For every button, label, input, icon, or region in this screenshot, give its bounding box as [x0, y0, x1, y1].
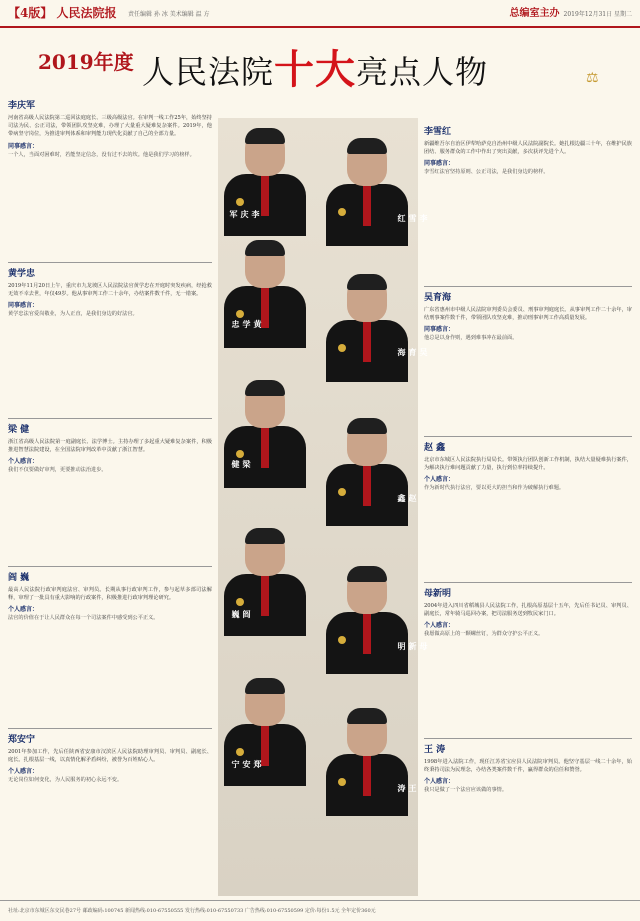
divider — [424, 436, 632, 437]
title-part-c: 亮点人物 — [356, 53, 489, 91]
person-intro: 河南省高级人民法院第二巡回法庭庭长、三级高级法官。在审判一线工作25年，始终坚持司法为民、公正司法，带领团队攻坚克难，办理了大量重大疑难复杂案件。2019年，他带病坚守岗位，为推进审判体系和审判能力现代化贡献了自己的全部力量。 — [8, 115, 212, 138]
person-name: 郑安宁 — [8, 735, 36, 745]
photo-label: 赵鑫 — [397, 494, 417, 502]
person-thought: 李雪红法官坚持原则、公正司法，是我们身边的榜样。 — [424, 169, 549, 176]
thought-label: 个人感言： — [8, 606, 39, 614]
person-name: 母新明 — [424, 589, 452, 599]
divider — [8, 566, 212, 567]
person-name: 黄学忠 — [8, 269, 36, 279]
title-part-a: 人民法院 — [142, 53, 275, 91]
page-header — [0, 0, 640, 28]
person-intro: 浙江省高级人民法院第一庭副庭长、法学博士。主持办理了多起重大疑难复杂案件，积极推进智慧法院建设，在全国法院审判改革中贡献了浙江智慧。 — [8, 439, 212, 454]
photo-label: 李雪红 — [397, 214, 428, 222]
person-intro: 广东省惠州市中级人民法院审判委员会委员、刑事审判庭庭长。从事审判工作二十余年，审结刑事案件数千件，带领团队攻坚克难，推动刑事审判工作高质量发展。 — [424, 307, 632, 322]
banner — [0, 28, 640, 96]
article-li-qingjun — [8, 100, 212, 159]
thought-label: 同事感言： — [424, 160, 455, 168]
person-intro: 2004年进入四川省稻城县人民法院工作，扎根高原基层十五年，先后任书记员、审判员、副庭长，常年骑马巡回办案，把司法服务送到牧民家门口。 — [424, 603, 632, 618]
divider — [424, 286, 632, 287]
person-thought: 法官的价值在于让人民群众在每一个司法案件中感受到公平正义。 — [8, 615, 159, 622]
article-liang-jian — [8, 424, 212, 475]
photo-label: 母新明 — [397, 642, 428, 650]
masthead: 人民法院报 — [56, 6, 117, 20]
photo-collage — [218, 118, 428, 896]
title-part-b: 十大 — [274, 46, 357, 93]
photo-label: 王涛 — [397, 784, 417, 792]
divider — [424, 738, 632, 739]
person-intro: 2001年参加工作，先后任陕西省安康市汉滨区人民法院助理审判员、审判员、副庭长、庭长。扎根基层一线，以真情化解矛盾纠纷，被誉为百姓贴心人。 — [8, 749, 212, 764]
editor-credits: 责任编辑 孙 冰 美术编辑 温 方 — [128, 11, 210, 18]
page-number: 【4版】 — [8, 6, 53, 20]
person-name: 赵 鑫 — [424, 443, 446, 453]
person-thought: 一个人，当面对困难时，若能坚定信念，没有过不去的坎。他是我们学习的榜样。 — [8, 151, 195, 158]
person-intro: 2019年11月20日上午，重庆市九龙坡区人民法院法官黄学忠在开庭时突发疾病，经抢救无效不幸去世，年仅49岁。他从事审判工作二十余年，办结案件数千件，无一错案。 — [8, 283, 212, 298]
person-intro: 最高人民法院行政审判庭法官、审判员。长期从事行政审判工作，参与起草多部司法解释，审理了一批具有重大影响的行政案件，积极推进行政审判理论研究。 — [8, 587, 212, 602]
article-zhao-xin — [424, 442, 632, 493]
article-yan-wei — [8, 572, 212, 623]
person-intro: 1998年进入法院工作，现任江苏省宝应县人民法院审判员。他坚守基层一线二十余年，始终秉持司法为民理念，办结各类案件数千件，赢得群众的信任和赞誉。 — [424, 759, 632, 774]
person-thought: 作为新时代执行法官，要以更大的担当和作为破解执行难题。 — [424, 485, 565, 492]
person-name: 梁 健 — [8, 425, 30, 435]
banner-title — [142, 38, 488, 95]
person-name: 吴育海 — [424, 293, 452, 303]
section-info — [510, 4, 632, 19]
page-footer: 社址:北京市东城区东交民巷27号 邮政编码:100745 新闻热线:010-67550555 发行热线:010-67550733 广告热线:010-67550599 定价:每份1.5元 全年定价360元 — [0, 900, 640, 921]
person-intro: 新疆维吾尔自治区伊犁哈萨克自治州中级人民法院副院长。她扎根边疆三十年，在维护民族团结、服务群众的工作中作出了突出贡献，多次获评先进个人。 — [424, 141, 632, 156]
divider — [8, 262, 212, 263]
thought-label: 个人感言： — [424, 778, 455, 786]
divider — [424, 582, 632, 583]
person-name: 李庆军 — [8, 101, 36, 111]
person-thought: 他总是以身作则，遇到难事冲在最前面。 — [424, 335, 518, 342]
thought-label: 个人感言： — [8, 768, 39, 776]
person-name: 李雪红 — [424, 127, 452, 137]
thought-label: 个人感言： — [8, 458, 39, 466]
article-wu-yuhai — [424, 292, 632, 343]
person-thought: 无论岗位如何变化，为人民服务的初心永远不变。 — [8, 777, 123, 784]
gavel-icon: ⚖ — [586, 70, 599, 86]
photo-label: 黄学忠 — [231, 320, 262, 328]
article-zheng-anning — [8, 734, 212, 785]
thought-label: 同事感言： — [424, 326, 455, 334]
banner-year: 2019年度 — [38, 50, 134, 74]
article-li-xuehong — [424, 126, 632, 177]
page-tag — [8, 4, 117, 21]
article-huang-xuezhong — [8, 268, 212, 319]
person-thought: 我只是做了一个法官应该做的事情。 — [424, 787, 508, 794]
person-name: 王 涛 — [424, 745, 446, 755]
person-name: 阎 巍 — [8, 573, 30, 583]
person-thought: 我们不仅要做好审判，更要推动法治进步。 — [8, 467, 107, 474]
thought-label: 个人感言： — [424, 476, 455, 484]
article-mu-xinming — [424, 588, 632, 639]
photo-label: 吴育海 — [397, 348, 428, 356]
divider — [8, 728, 212, 729]
photo-label: 梁健 — [231, 460, 251, 468]
thought-label: 同事感言： — [8, 142, 39, 150]
divider — [8, 418, 212, 419]
photo-label: 李庆军 — [229, 210, 260, 218]
section-label: 总编室主办 — [509, 8, 560, 19]
thought-label: 同事感言： — [8, 302, 39, 310]
photo-label: 郑安宁 — [231, 760, 262, 768]
person-intro: 北京市东城区人民法院执行局局长。带领执行团队创新工作机制，执结大量疑难执行案件，为解决执行难问题贡献了力量，执行到位率持续提升。 — [424, 457, 632, 472]
article-wang-tao — [424, 744, 632, 795]
photo-label: 阎巍 — [231, 610, 251, 618]
person-thought: 黄学忠法官爱岗敬业，为人正直，是我们身边的好法官。 — [8, 311, 138, 318]
person-thought: 我愿做高原上的一颗螺丝钉，为群众守护公平正义。 — [424, 631, 544, 638]
issue-date: 2019年12月31日 星期二 — [563, 11, 632, 18]
thought-label: 个人感言： — [424, 622, 455, 630]
